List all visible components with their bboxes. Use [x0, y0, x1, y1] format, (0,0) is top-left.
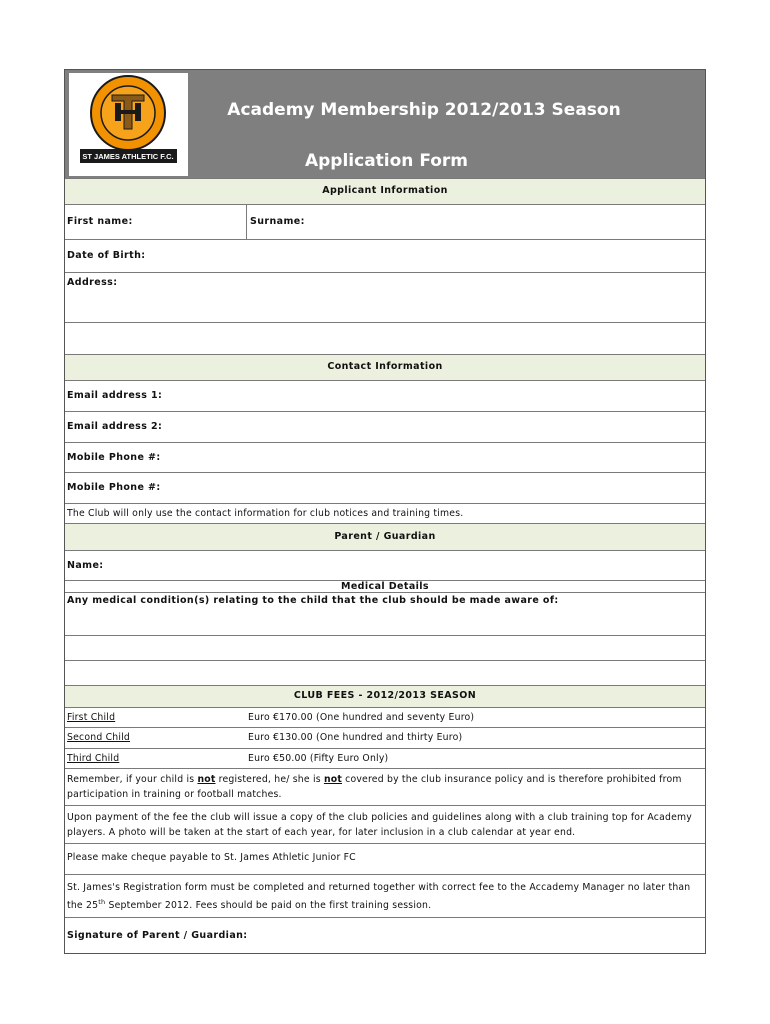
mobile-1-label: Mobile Phone #:	[67, 452, 161, 463]
deadline-note: St. James's Registration form must be completed and returned together with correct fee to the Accademy Manager no later than the 25th September 2012. Fees should be paid on the first training session.	[67, 882, 691, 912]
row-medical-question[interactable]	[65, 592, 705, 635]
fee-value-1: Euro €170.00 (One hundred and seventy Euro)	[248, 712, 475, 723]
row-mobile-1[interactable]	[65, 442, 705, 472]
svg-text:ST JAMES ATHLETIC F.C.: ST JAMES ATHLETIC F.C.	[82, 152, 174, 161]
row-signature[interactable]	[65, 917, 705, 954]
first-name-label: First name:	[67, 216, 133, 227]
row-email-1[interactable]	[65, 380, 705, 411]
fee-label-1: First Child	[67, 712, 116, 723]
form-header	[65, 70, 705, 178]
fee-label-2: Second Child	[67, 732, 131, 743]
row-guardian-name[interactable]	[65, 550, 705, 580]
surname-label: Surname:	[250, 216, 305, 227]
row-dob[interactable]	[65, 239, 705, 272]
fee-row-2	[65, 727, 705, 748]
section-medical: Medical Details	[65, 580, 705, 592]
row-contact-note	[65, 503, 705, 523]
row-insurance-note	[65, 768, 705, 805]
guardian-name-label: Name:	[67, 560, 104, 571]
mobile-2-label: Mobile Phone #:	[67, 482, 161, 493]
row-name	[65, 204, 705, 239]
medical-question: Any medical condition(s) relating to the child that the club should be made aware of:	[67, 595, 559, 606]
fee-row-3	[65, 748, 705, 768]
row-address[interactable]	[65, 272, 705, 322]
row-payment-note	[65, 805, 705, 843]
contact-note: The Club will only use the contact information for club notices and training times.	[67, 508, 464, 519]
section-applicant-info: Applicant Information	[65, 178, 705, 204]
payment-note: Upon payment of the fee the club will issue a copy of the club policies and guidelines along with a club training top for Academy players. A photo will be taken at the start of each year, for later inclusion in a club calendar at year end.	[67, 812, 692, 838]
row-medical-line-3[interactable]	[65, 660, 705, 685]
application-form	[64, 69, 706, 954]
insurance-note: Remember, if your child is not registered, he/ she is not covered by the club insurance policy and is therefore prohibited from participation in training or football matches.	[67, 774, 682, 800]
not-emphasis-1: not	[197, 774, 216, 785]
address-label: Address:	[67, 277, 118, 288]
fee-value-2: Euro €130.00 (One hundred and thirty Euro)	[248, 732, 463, 743]
email-1-label: Email address 1:	[67, 390, 163, 401]
row-cheque-note	[65, 843, 705, 874]
form-subtitle: Application Form	[304, 151, 469, 171]
cheque-note: Please make cheque payable to St. James Athletic Junior FC	[67, 852, 356, 863]
club-logo	[69, 73, 188, 176]
row-medical-line-2[interactable]	[65, 635, 705, 660]
section-club-fees: CLUB FEES - 2012/2013 SEASON	[65, 685, 705, 707]
not-emphasis-2: not	[323, 774, 342, 785]
row-mobile-2[interactable]	[65, 472, 705, 503]
fee-row-1	[65, 707, 705, 727]
form-title: Academy Membership 2012/2013 Season	[227, 100, 621, 120]
email-2-label: Email address 2:	[67, 421, 163, 432]
row-deadline-note	[65, 874, 705, 917]
signature-label: Signature of Parent / Guardian:	[67, 930, 248, 941]
row-email-2[interactable]	[65, 411, 705, 442]
section-contact-info: Contact Information	[65, 354, 705, 380]
section-guardian: Parent / Guardian	[65, 523, 705, 550]
fee-label-3: Third Child	[67, 753, 120, 764]
fee-value-3: Euro €50.00 (Fifty Euro Only)	[248, 753, 389, 764]
divider	[246, 205, 247, 239]
dob-label: Date of Birth:	[67, 250, 146, 261]
row-address-line-2[interactable]	[65, 322, 705, 354]
